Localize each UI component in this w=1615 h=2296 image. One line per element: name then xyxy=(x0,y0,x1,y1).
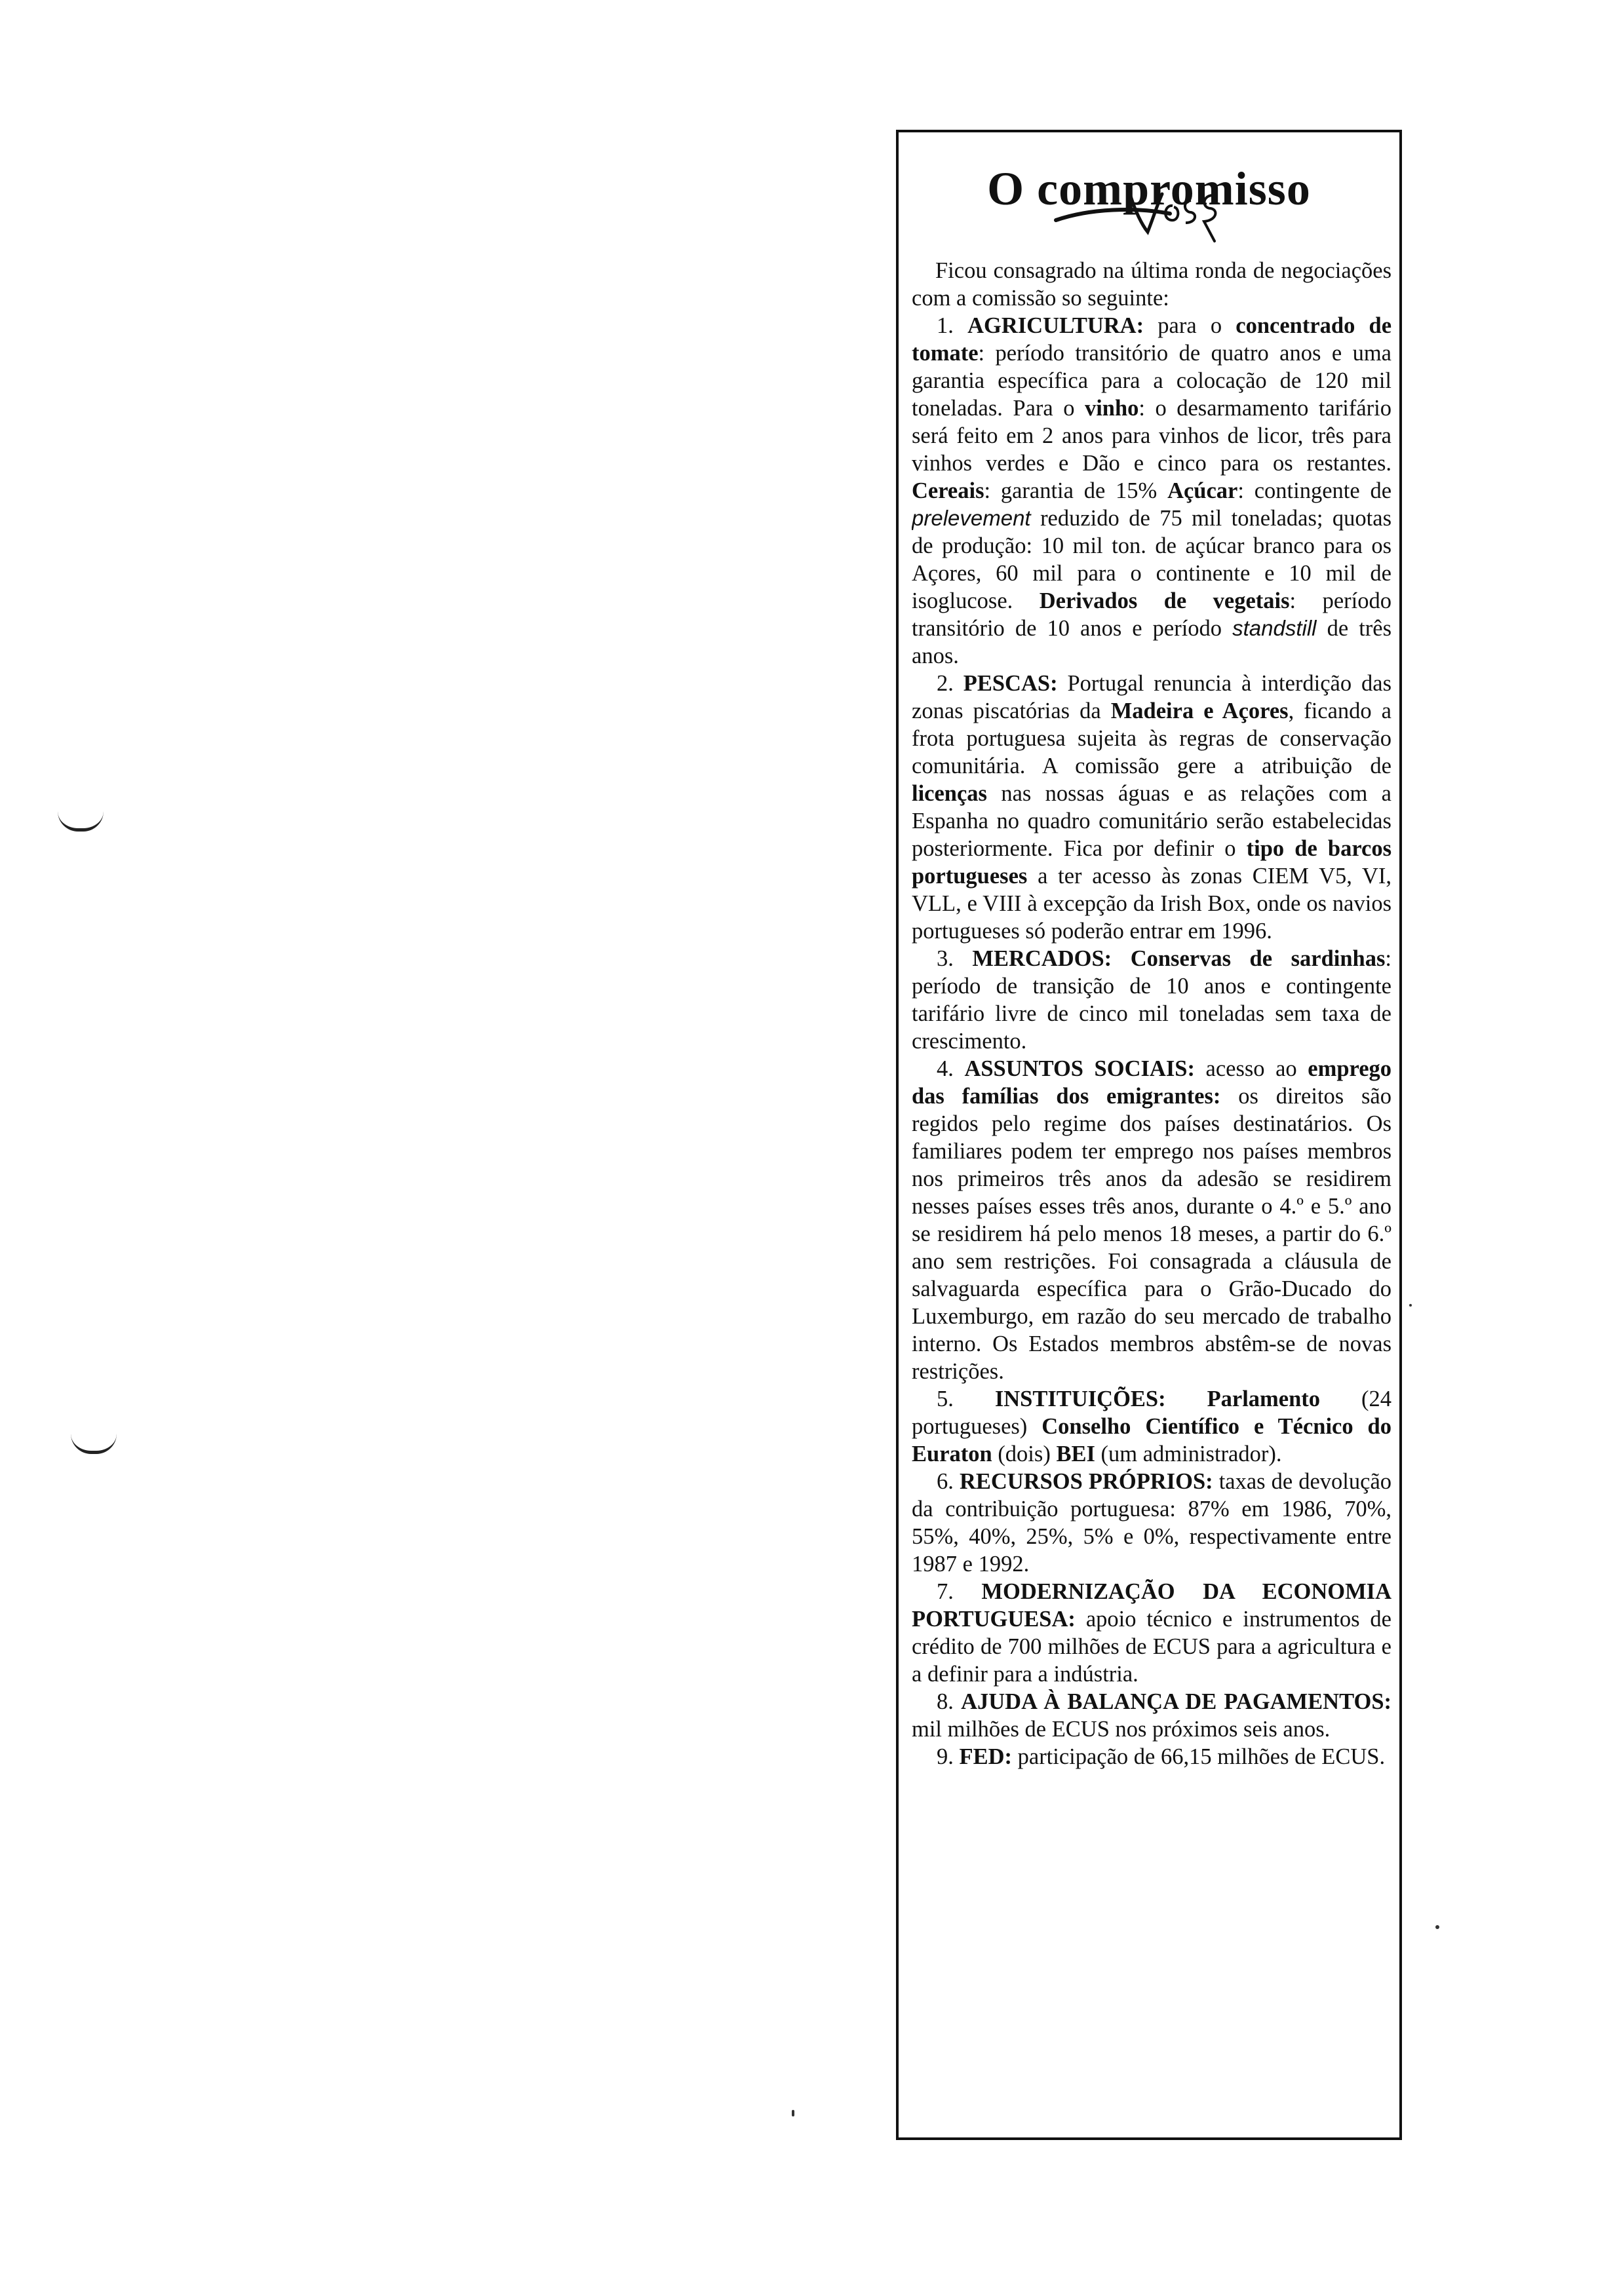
item-heading: AGRICULTURA: xyxy=(967,313,1144,338)
item-text: apoio técnico e instrumentos de crédito de 700 milhões de ECUS para a agricultura e a definir para a indústria. xyxy=(912,1607,1391,1687)
article-intro: Ficou consagrado na última ronda de negociações com a comissão so seguinte: xyxy=(912,258,1391,311)
item-text: de três anos. xyxy=(912,616,1391,668)
item-fed xyxy=(912,1743,1391,1770)
item-mercados xyxy=(912,945,1391,1055)
item-bold-term: Conservas de sardinhas xyxy=(1130,946,1386,971)
item-text: Portugal renuncia à interdição das zonas piscatórias da xyxy=(912,671,1391,723)
item-instituicoes xyxy=(912,1385,1391,1468)
item-text: : período transitório de quatro anos e uma garantia específica para a colocação de 120 mil toneladas. Para o xyxy=(912,341,1391,421)
item-text: : contingente de xyxy=(1237,478,1391,503)
item-text: reduzido de 75 mil toneladas; quotas de produção: 10 mil ton. de açúcar branco para os Açores, 60 mil para o continente e 10 mil de isoglucose. xyxy=(912,506,1391,613)
item-italic-term: prelevement xyxy=(912,506,1031,530)
item-pescas xyxy=(912,670,1391,945)
item-heading: AJUDA À BALANÇA DE PAGAMENTOS: xyxy=(961,1689,1391,1714)
item-assuntos-sociais xyxy=(912,1055,1391,1385)
item-text: : o desarmamento tarifário será feito em 2 anos para vinhos de licor, três para vinhos verdes e Dão e cinco para os restantes. xyxy=(912,396,1391,476)
item-number: 5. xyxy=(937,1387,954,1411)
item-text: a ter acesso às zonas CIEM V5, VI, VLL, e VIII à excepção da Irish Box, onde os navios portugueses só poderão entrar em 1996. xyxy=(912,864,1391,944)
item-number: 2. xyxy=(937,671,954,696)
item-number: 6. xyxy=(937,1469,954,1494)
item-text: (um administrador). xyxy=(1100,1442,1282,1466)
headline: O compromisso xyxy=(987,163,1311,215)
item-bold-term: Parlamento xyxy=(1207,1387,1321,1411)
item-modernizacao xyxy=(912,1578,1391,1688)
item-number: 4. xyxy=(937,1056,954,1081)
item-heading: PESCAS: xyxy=(963,671,1058,696)
newspaper-clipping xyxy=(896,130,1402,2140)
item-bold-term: Açúcar xyxy=(1167,478,1238,503)
item-heading: MODERNIZAÇÃO DA ECONOMIA PORTUGUESA: xyxy=(912,1579,1391,1632)
item-heading: INSTITUIÇÕES: xyxy=(994,1387,1166,1411)
item-heading: MERCADOS: xyxy=(972,946,1112,971)
item-bold-term: Derivados de vegetais xyxy=(1039,588,1290,613)
scan-mark-top xyxy=(58,811,104,832)
item-text: para o xyxy=(1158,313,1222,338)
item-bold-term: licenças xyxy=(912,781,987,806)
item-number: 9. xyxy=(937,1744,954,1769)
item-recursos-proprios xyxy=(912,1468,1391,1578)
item-bold-term: vinho xyxy=(1084,396,1139,421)
scan-mark-bottom xyxy=(71,1434,117,1454)
item-text: : garantia de 15% xyxy=(984,478,1158,503)
item-ajuda-balanca xyxy=(912,1688,1391,1743)
item-text: , ficando a frota portuguesa sujeita às regras de conservação comunitária. A comissão gere a atribuição de xyxy=(912,698,1391,778)
item-text: (dois) xyxy=(998,1442,1051,1466)
item-text: participação de 66,15 milhões de ECUS. xyxy=(1017,1744,1386,1769)
item-bold-term: emprego das famílias dos emigrantes: xyxy=(912,1056,1391,1109)
item-italic-term: standstill xyxy=(1232,616,1317,640)
item-bold-term: tipo de barcos portugueses xyxy=(912,836,1391,889)
item-agricultura xyxy=(912,312,1391,670)
article-body xyxy=(912,257,1391,2131)
item-bold-term: Madeira e Açores xyxy=(1110,698,1289,723)
item-text: acesso ao xyxy=(1205,1056,1297,1081)
item-number: 3. xyxy=(937,946,954,971)
item-text: mil milhões de ECUS nos próximos seis anos. xyxy=(912,1717,1331,1742)
scan-speck xyxy=(792,2110,794,2116)
item-text: os direitos são regidos pelo regime dos países destinatários. Os familiares podem ter emprego nos países membros nos primeiros três anos da adesão se residirem nesses países esses três anos, durante o 4.º e 5.º ano se residirem há pelo menos 18 meses, a partir do 6.º ano sem restrições. Foi consagrada a cláusula de salvaguarda específica para o Grão-Ducado do Luxemburgo, em razão do seu mercado de trabalho interno. Os Estados membros abstêm-se de novas restrições. xyxy=(912,1084,1391,1384)
item-number: 7. xyxy=(937,1579,954,1604)
scan-speck xyxy=(1435,1925,1439,1929)
item-text: : período transitório de 10 anos e período xyxy=(912,588,1391,641)
item-bold-term: BEI xyxy=(1056,1442,1095,1466)
item-number: 8. xyxy=(937,1689,954,1714)
item-bold-term: Cereais xyxy=(912,478,984,503)
item-text: taxas de devolução da contribuição portuguesa: 87% em 1986, 70%, 55%, 40%, 25%, 5% e 0%, respectivamente entre 1987 e 1992. xyxy=(912,1469,1391,1577)
handwritten-signature xyxy=(1051,180,1221,258)
item-bold-term: concentrado de tomate xyxy=(912,313,1391,366)
item-bold-term: Conselho Científico e Técnico do Euraton xyxy=(912,1414,1391,1466)
scan-speck xyxy=(1409,1304,1412,1307)
item-heading: RECURSOS PRÓPRIOS: xyxy=(959,1469,1213,1494)
item-heading: ASSUNTOS SOCIAIS: xyxy=(964,1056,1195,1081)
item-heading: FED: xyxy=(959,1744,1012,1769)
item-number: 1. xyxy=(937,313,954,338)
item-text: nas nossas águas e as relações com a Espanha no quadro comunitário serão estabelecidas posteriormente. Fica por definir o xyxy=(912,781,1391,861)
item-text: (24 portugueses) xyxy=(912,1387,1391,1439)
item-text: : período de transição de 10 anos e contingente tarifário livre de cinco mil toneladas sem taxa de crescimento. xyxy=(912,946,1391,1054)
